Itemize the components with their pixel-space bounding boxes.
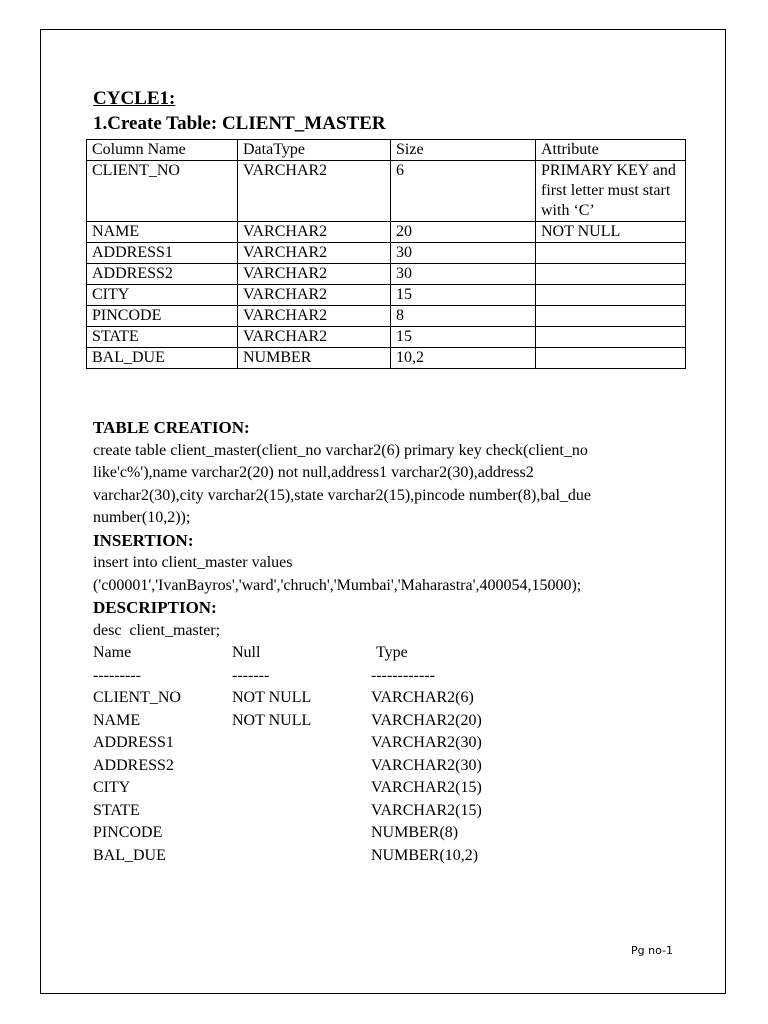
cell-datatype: VARCHAR2 (238, 327, 391, 348)
desc-null: NOT NULL (232, 711, 312, 729)
desc-type: VARCHAR2(30) (371, 734, 482, 751)
cell-attribute (536, 306, 686, 327)
table-row (93, 732, 576, 755)
cell-column-name: PINCODE (87, 306, 238, 327)
cell-column-name: ADDRESS1 (87, 243, 238, 264)
code-line: insert into client_master values (93, 554, 293, 571)
table-title: 1.Create Table: CLIENT_MASTER (93, 113, 386, 134)
desc-type: VARCHAR2(15) (371, 801, 482, 819)
desc-null (232, 822, 371, 845)
cell-column-name: CITY (87, 285, 238, 306)
page-number: Pg no-1 (631, 944, 673, 957)
cell-size: 10,2 (391, 348, 536, 369)
cell-attribute (536, 264, 686, 285)
desc-name: STATE (93, 801, 140, 819)
cell-size: 30 (391, 243, 536, 264)
table-row (87, 327, 686, 348)
desc-header-null: Null (232, 644, 261, 661)
header-size: Size (391, 140, 536, 161)
header-attribute: Attribute (536, 140, 686, 161)
desc-separator: --------- (93, 666, 141, 684)
table-row (87, 243, 686, 264)
table-row (93, 777, 576, 800)
header-column-name: Column Name (87, 140, 238, 161)
cell-attribute (536, 243, 686, 264)
cell-datatype: VARCHAR2 (238, 285, 391, 306)
table-row (87, 285, 686, 306)
desc-name: CITY (93, 779, 131, 796)
text-block (93, 417, 683, 867)
table-creation-heading: TABLE CREATION: (93, 418, 250, 437)
desc-type: VARCHAR2(30) (371, 756, 482, 774)
cell-size: 20 (391, 222, 536, 243)
cell-attribute: NOT NULL (536, 222, 686, 243)
cell-column-name: STATE (87, 327, 238, 348)
cell-column-name: CLIENT_NO (87, 161, 238, 222)
table-row (87, 264, 686, 285)
desc-header-type: Type (376, 644, 408, 661)
cell-datatype: VARCHAR2 (238, 306, 391, 327)
desc-name: ADDRESS2 (93, 756, 174, 774)
code-line: number(10,2)); (93, 509, 191, 526)
cell-size: 6 (391, 161, 536, 222)
table-row (93, 822, 576, 845)
table-row (93, 710, 576, 733)
desc-null (232, 777, 371, 800)
desc-null (232, 800, 371, 823)
desc-separator: ------------ (371, 666, 435, 684)
desc-type: NUMBER(10,2) (371, 846, 479, 864)
table-row (93, 755, 576, 778)
cell-size: 8 (391, 306, 536, 327)
desc-separator-row (93, 665, 576, 688)
cell-size: 15 (391, 327, 536, 348)
table-row (87, 222, 686, 243)
table-row (93, 845, 576, 868)
desc-name: PINCODE (93, 824, 163, 841)
cell-datatype: NUMBER (238, 348, 391, 369)
cell-attribute: PRIMARY KEY and first letter must start with ‘C’ (536, 161, 686, 222)
description-heading: DESCRIPTION: (93, 598, 217, 617)
desc-type: NUMBER(8) (371, 824, 459, 841)
schema-table (86, 139, 686, 369)
table-row (87, 161, 686, 222)
code-line: ('c00001','IvanBayros','ward','chruch','Mumbai','Maharastra',400054,15000); (93, 576, 582, 594)
code-line: create table client_master(client_no varchar2(6) primary key check(client_no (93, 441, 588, 459)
desc-name: BAL_DUE (93, 846, 166, 864)
desc-type: VARCHAR2(20) (371, 711, 482, 729)
cycle-title: CYCLE1: (93, 88, 176, 109)
desc-null: NOT NULL (232, 689, 312, 706)
cell-attribute (536, 285, 686, 306)
table-row (93, 687, 576, 710)
cell-column-name: NAME (87, 222, 238, 243)
cell-datatype: VARCHAR2 (238, 161, 391, 222)
desc-name: ADDRESS1 (93, 734, 174, 751)
cell-datatype: VARCHAR2 (238, 222, 391, 243)
cell-datatype: VARCHAR2 (238, 264, 391, 285)
cell-datatype: VARCHAR2 (238, 243, 391, 264)
code-line: like'c%'),name varchar2(20) not null,address1 varchar2(30),address2 (93, 464, 534, 481)
desc-type: VARCHAR2(6) (371, 689, 474, 706)
desc-null (232, 755, 371, 778)
cell-attribute (536, 348, 686, 369)
cell-attribute (536, 327, 686, 348)
header-datatype: DataType (238, 140, 391, 161)
cell-column-name: ADDRESS2 (87, 264, 238, 285)
desc-null (232, 845, 371, 868)
code-line: varchar2(30),city varchar2(15),state varchar2(15),pincode number(8),bal_due (93, 486, 591, 504)
cell-size: 30 (391, 264, 536, 285)
insertion-heading: INSERTION: (93, 530, 194, 550)
table-row (87, 348, 686, 369)
desc-name: CLIENT_NO (93, 689, 181, 706)
table-row (87, 306, 686, 327)
desc-command: desc client_master; (93, 621, 221, 639)
schema-header-row (87, 140, 686, 161)
desc-separator: ------- (232, 666, 270, 684)
cell-size: 15 (391, 285, 536, 306)
cell-column-name: BAL_DUE (87, 348, 238, 369)
desc-table (93, 642, 576, 867)
desc-null (232, 732, 371, 755)
heading-block (93, 87, 693, 137)
desc-name: NAME (93, 711, 141, 729)
desc-header-row (93, 642, 576, 665)
table-row (93, 800, 576, 823)
desc-header-name: Name (93, 644, 132, 661)
desc-type: VARCHAR2(15) (371, 779, 482, 796)
